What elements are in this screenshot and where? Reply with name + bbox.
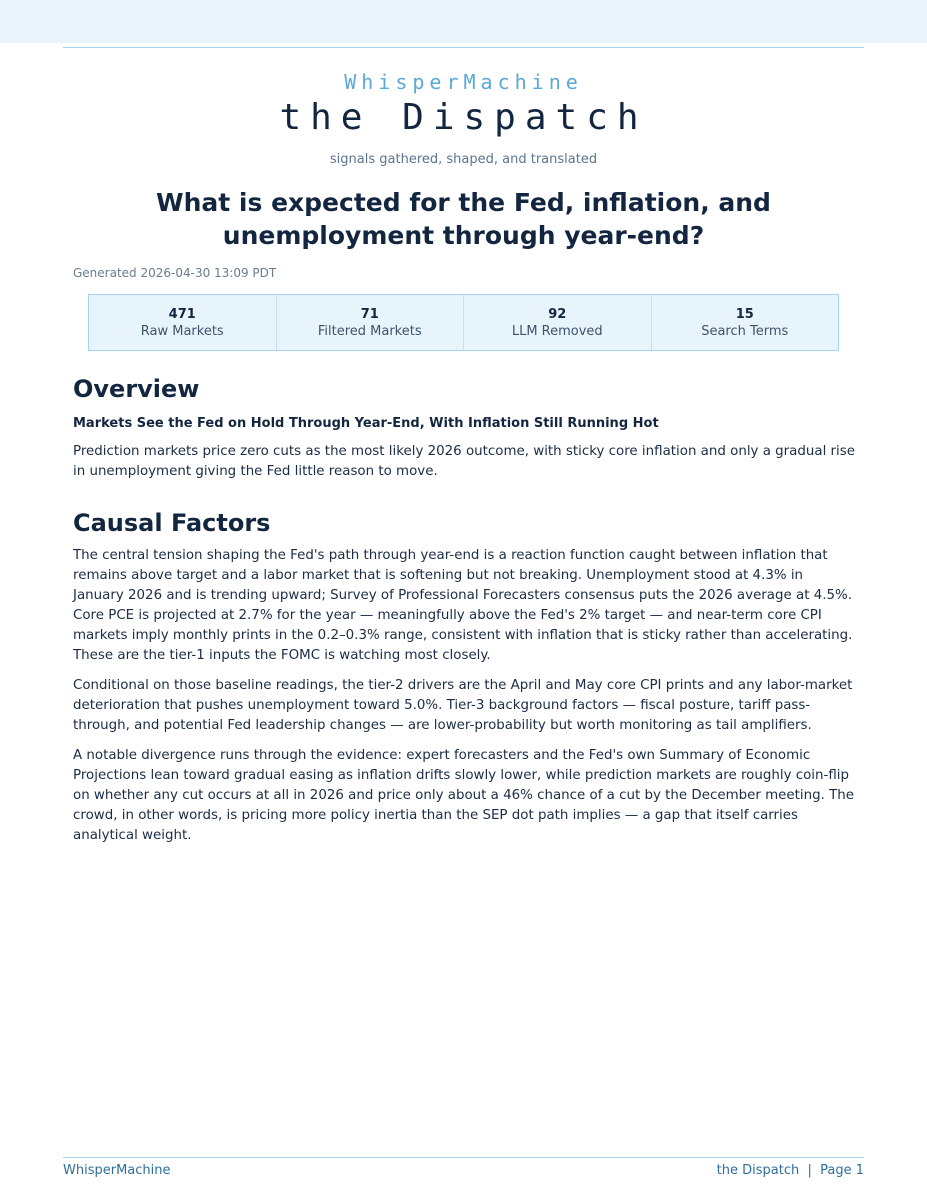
overview-paragraph: Prediction markets price zero cuts as the most likely 2026 outcome, with sticky core inflation and only a gradual rise in unemployment giving the Fed little reason to move.: [73, 444, 855, 479]
causal-factors-section: [73, 506, 858, 846]
stat-raw-markets: [89, 295, 277, 350]
overview-heading: Overview: [73, 375, 200, 403]
stats-panel: [88, 294, 839, 351]
overview-lead: Markets See the Fed on Hold Through Year-End, With Inflation Still Running Hot: [73, 416, 659, 431]
stat-label: LLM Removed: [511, 324, 603, 339]
stat-value: 71: [360, 307, 379, 322]
stat-value: 92: [548, 307, 567, 322]
top-divider: [63, 47, 864, 48]
article-body: [73, 372, 858, 856]
stat-value: 15: [735, 307, 754, 322]
tagline: signals gathered, shaped, and translated: [329, 152, 598, 167]
footer-divider: [63, 1157, 864, 1158]
footer-page-info: the Dispatch | Page 1: [716, 1163, 864, 1178]
page-title: What is expected for the Fed, inflation, and unemployment through year-end?: [156, 188, 771, 250]
stat-label: Search Terms: [701, 324, 789, 339]
generated-timestamp: Generated 2026-04-30 13:09 PDT: [73, 266, 277, 280]
causal-paragraph-3: A notable divergence runs through the evidence: expert forecasters and the Fed's own Summary of Economic Projections lean toward gradual easing as inflation drifts slowly lower, while prediction markets are roughly coin-flip on whether any cut occurs at all in 2026 and price only about a 46% chance of a cut by the December meeting. The crowd, in other words, is pricing more policy inertia than the SEP dot path implies — a gap that itself carries analytical weight.: [73, 748, 855, 843]
footer-brand: WhisperMachine: [63, 1163, 171, 1178]
causal-paragraph-1: The central tension shaping the Fed's path through year-end is a reaction function caught between inflation that remains above target and a labor market that is softening but not breaking. Unemployment stood at 4.3% in January 2026 and is trending upward; Survey of Professional Forecasters consensus puts the 2026 average at 4.5%. Core PCE is projected at 2.7% for the year — meaningfully above the Fed's 2% target — and near-term core CPI markets imply monthly prints in the 0.2–0.3% range, consistent with inflation that is sticky rather than accelerating. These are the tier-1 inputs the FOMC is watching most closely.: [73, 548, 853, 663]
masthead-title: the Dispatch: [279, 97, 648, 138]
stat-filtered-markets: [277, 295, 465, 350]
overview-section: [73, 372, 858, 482]
brand-name: WhisperMachine: [344, 70, 583, 94]
stat-search-terms: [652, 295, 839, 350]
stat-label: Filtered Markets: [317, 324, 422, 339]
stat-llm-removed: [464, 295, 652, 350]
stat-label: Raw Markets: [140, 324, 224, 339]
causal-paragraph-2: Conditional on those baseline readings, the tier-2 drivers are the April and May core CPI prints and any labor-market deterioration that pushes unemployment toward 5.0%. Tier-3 background factors — fiscal posture, tariff pass-through, and potential Fed leadership changes — are lower-probability but worth monitoring as tail amplifiers.: [73, 678, 853, 733]
stat-value: 471: [168, 307, 196, 322]
causal-factors-heading: Causal Factors: [73, 509, 271, 537]
top-band: [0, 0, 927, 43]
